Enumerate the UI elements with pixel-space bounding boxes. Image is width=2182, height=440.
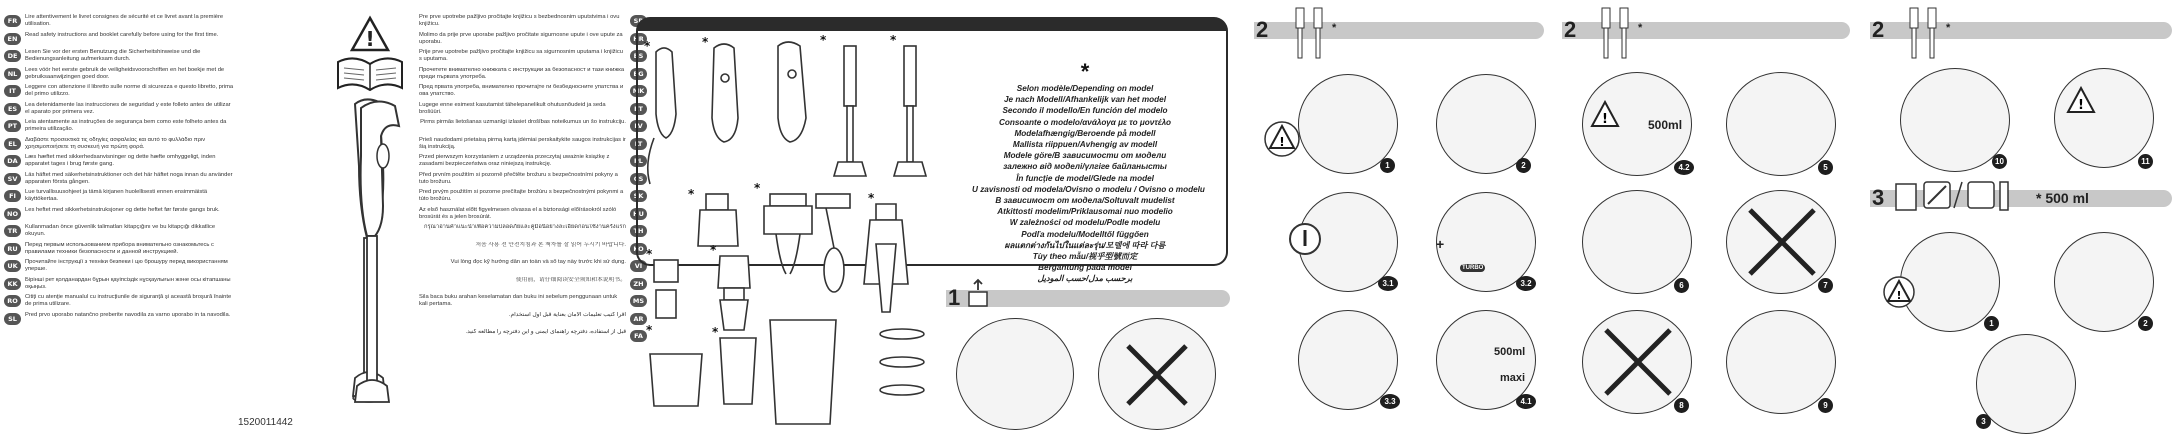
step-2-circle-5	[1726, 72, 1836, 176]
language-instruction-text: Pred prvým použitím si pozorne prečítajte brožúru s bezpečnostnými pokynmi a túto brožúru.	[419, 189, 624, 202]
svg-text:!: !	[1896, 289, 1902, 302]
variant-line: Modele göre/В зависимости от модели	[1003, 151, 1167, 161]
language-row	[4, 67, 240, 85]
step-1-unpack-circle	[956, 318, 1074, 430]
language-row	[415, 67, 647, 85]
language-row	[415, 14, 647, 32]
variant-line: Bergantung pada model	[1038, 263, 1132, 273]
language-code-badge: IT	[4, 85, 21, 97]
language-row	[4, 224, 240, 242]
language-row	[4, 14, 240, 32]
language-code-badge: PL	[630, 155, 647, 167]
language-instruction-text: Перед первым использованием прибора внимательно ознакомьтесь с правилами техники безопасности и данной инструкцией.	[25, 241, 214, 255]
language-instruction-text: Prije prve upotrebe pažljivo pročitajte knjižicu sa sigurnosnim uputama i knjižicu s uputama.	[419, 49, 623, 62]
language-code-badge: KO	[630, 243, 647, 255]
language-instruction-text: Пред првата употреба, внимателно прочитајте ги безбедносните упатства и ова упатство.	[419, 84, 624, 97]
language-code-badge: DA	[4, 155, 21, 167]
language-code-badge: RU	[4, 243, 21, 255]
language-row	[4, 102, 240, 120]
language-code-badge: BG	[630, 68, 647, 80]
variant-line: Podľa modelu/Modelltől függően	[1021, 229, 1149, 239]
language-instruction-text: กรุณาอ่านคำแนะนำเพื่อความปลอดภัยและคู่มือนี้อย่างละเอียดก่อนใช้งานครั้งแรก	[423, 224, 626, 230]
language-row	[4, 137, 240, 155]
language-instruction-text: Pirms pirmās lietošanas uzmanīgi izlasiet drošības noteikumus un šo instrukciju.	[420, 119, 626, 125]
warning-book-icon	[330, 14, 410, 94]
svg-text:!: !	[1279, 135, 1285, 149]
language-row	[415, 49, 647, 67]
language-row	[415, 189, 647, 207]
language-instruction-text: Lesen Sie vor der ersten Benutzung die Sicherheitshinweise und die Bedienungsanleitung aufmerksam durch.	[25, 49, 201, 62]
language-code-badge: SL	[4, 313, 21, 325]
language-code-badge: MK	[630, 85, 647, 97]
language-row	[4, 84, 240, 102]
blender-pair-icon-2	[1596, 6, 1636, 66]
language-row	[4, 189, 240, 207]
svg-text:*: *	[710, 243, 717, 257]
cross-out-icon-8	[1602, 326, 1674, 398]
language-code-badge: FR	[4, 15, 21, 27]
step-3-icons	[1894, 178, 2024, 214]
circle-num-11: 11	[2138, 154, 2153, 169]
language-instruction-text: Leia atentamente as instruções de segurança bem como este folheto antes da primeira utilização.	[25, 119, 227, 132]
language-code-badge: ZH	[630, 278, 647, 290]
language-row	[4, 32, 240, 50]
step-2-circle-6	[1582, 190, 1692, 294]
language-instruction-text: Pred prvo uporabo natančno preberite navodila za varno uporabo in ta navodila.	[25, 311, 231, 318]
step-3-volume: * 500 ml	[2036, 190, 2089, 206]
language-row	[4, 259, 240, 277]
language-instruction-text: Lugege enne esimest kasutamist tähelepanelikult ohutusnõudeid ja seda brošüüri.	[419, 101, 606, 115]
svg-text:*: *	[890, 34, 897, 47]
language-row	[415, 259, 647, 277]
language-instruction-text: Lea detenidamente las instrucciones de seguridad y este folleto antes de utilizar el aparato por primera vez.	[25, 101, 231, 115]
language-row	[415, 137, 647, 155]
language-code-badge: BS	[630, 50, 647, 62]
language-code-badge: HU	[630, 208, 647, 220]
step-2b-star: *	[1638, 22, 1643, 34]
language-instruction-text: Před prvním použitím si pozorně přečtěte brožuru s bezpečnostními pokyny a tuto brožuru.	[419, 171, 618, 185]
warning-icon-2	[1590, 100, 1620, 128]
variant-line: برحسب مدل/حسب الموديل	[1037, 274, 1133, 284]
language-instruction-text: Διαβάστε προσεκτικά τις οδηγίες ασφαλείας και αυτό το φυλλάδιο πριν χρησιμοποιήσετε τη συσκευή για πρώτη φορά.	[25, 136, 206, 150]
svg-text:*: *	[820, 34, 827, 47]
language-row	[415, 119, 647, 137]
step-2a-star: *	[1332, 22, 1337, 34]
variant-line: U zavisnosti od modela/Ovisno o modelu / Ovisno o modelu	[972, 184, 1205, 194]
language-instruction-text: Pre prve upotrebe pažljivo pročitajte knjižicu s bezbednosnim uputstvima i ovu knjižicu.	[419, 14, 620, 27]
language-code-badge: HR	[630, 33, 647, 45]
circle-num-8: 8	[1674, 398, 1689, 413]
language-code-badge: SV	[4, 173, 21, 185]
step-3-circle-2	[2054, 232, 2154, 332]
language-row	[415, 84, 647, 102]
language-instruction-text: اقرأ كتيب تعليمات الأمان بعناية قبل أول استخدام.	[508, 311, 626, 318]
language-instruction-text: Sila baca buku arahan keselamatan dan buku ini sebelum penggunaan untuk kali pertama.	[419, 294, 618, 307]
language-code-badge: NL	[4, 68, 21, 80]
language-code-badge: MS	[630, 295, 647, 307]
language-instruction-text: Read safety instructions and booklet carefully before using for the first time.	[25, 31, 219, 38]
svg-text:!: !	[2078, 98, 2084, 113]
language-row	[415, 172, 647, 190]
circle-num-5: 5	[1818, 160, 1833, 175]
step-2a-number: 2	[1256, 17, 1269, 42]
language-instruction-text: Lue turvallisuusohjeet ja tämä kirjanen huolellisesti ennen ensimmäistä käyttökertaa.	[25, 189, 208, 202]
language-code-badge: FA	[630, 330, 647, 342]
language-row	[415, 242, 647, 260]
language-instruction-text: Az első használat előtt figyelmesen olvassa el a biztonsági előírásokról szóló brosúrát és a jelen brosúrát.	[419, 206, 617, 220]
step-3-circle-3	[1976, 334, 2076, 434]
language-instruction-text: Прочитайте інструкції з техніки безпеки і цю брошуру перед використанням уперше.	[25, 259, 228, 272]
circle-num-2: 2	[1516, 158, 1531, 173]
language-instruction-text: قبل از استفاده، دفترچه راهنمای ایمنی و این دفترچه را مطالعه کنید.	[465, 329, 626, 335]
language-row	[4, 49, 240, 67]
cross-out-icon	[1122, 340, 1192, 410]
language-row	[4, 172, 240, 190]
language-instruction-text: 使用前，请仔细阅读安全须知和本说明书。	[515, 276, 626, 283]
warning-icon	[1262, 120, 1302, 158]
svg-text:!: !	[1602, 112, 1608, 127]
language-row	[4, 312, 240, 330]
circle-num-7: 7	[1818, 278, 1833, 293]
hand-blender-right	[343, 96, 413, 426]
language-row	[415, 312, 647, 330]
language-row	[415, 154, 647, 172]
warning-icon-4	[1882, 276, 1916, 308]
turbo-label: TURBO	[1462, 265, 1484, 271]
svg-text:*: *	[646, 247, 653, 261]
language-row	[415, 102, 647, 120]
variant-line: Atkittosti modelim/Priklausomai nuo modelio	[997, 207, 1173, 217]
circle-num-9: 9	[1818, 398, 1833, 413]
maxi-label: maxi	[1500, 372, 1526, 384]
language-code-badge: AR	[630, 313, 647, 325]
language-list-right	[415, 14, 647, 347]
language-instruction-text: Lire attentivement le livret consignes de sécurité et ce livret avant la première utilisation.	[25, 14, 224, 27]
variant-line: În funcţie de model/Glede na model	[1016, 173, 1154, 183]
language-list-left	[4, 14, 240, 329]
language-row	[415, 277, 647, 295]
circle-num-3-2: 3.2	[1516, 276, 1536, 291]
max-volume-label: 500ml	[1494, 346, 1526, 358]
variant-star: *	[1080, 59, 1090, 84]
language-code-badge: NO	[4, 208, 21, 220]
language-row	[4, 277, 240, 295]
language-instruction-text: Läs häftet med säkerhetsinstruktioner och det här häftet noga innan du använder apparaten första gången.	[25, 171, 233, 185]
power-button-icon	[1288, 222, 1322, 256]
language-code-badge: LV	[630, 120, 647, 132]
language-instruction-text: Leggere con attenzione il libretto sulle norme di sicurezza e questo libretto, prima del primo utilizzo.	[25, 84, 234, 97]
variant-line: Je nach Modell/Afhankelijk van het model	[1004, 95, 1166, 105]
blender-pair-icon-3	[1904, 6, 1944, 66]
accessories-drawings	[640, 34, 970, 426]
circle-num-4-2: 4.2	[1674, 160, 1694, 175]
circle-num-1: 1	[1380, 158, 1395, 173]
language-code-badge: PT	[4, 120, 21, 132]
circle-num-10: 10	[1992, 154, 2007, 169]
language-instruction-text: 처음 사용 전 안전지침과 본 책자를 잘 읽어 두시기 바랍니다.	[475, 241, 626, 248]
language-code-badge: EN	[4, 33, 21, 45]
language-row	[4, 294, 240, 312]
circle-num-6: 6	[1674, 278, 1689, 293]
variant-line: Selon modèle/Depending on model	[1016, 84, 1154, 93]
step-2c-star: *	[1946, 22, 1951, 34]
language-code-badge: LT	[630, 138, 647, 150]
language-instruction-text: Læs hæftet med sikkerhedsanvisninger og dette hæfte omhyggeligt, inden apparatet tages i brug første gang.	[25, 154, 216, 167]
svg-text:*: *	[712, 325, 719, 339]
step-2-circle-11	[2054, 68, 2154, 168]
language-code-badge: EL	[4, 138, 21, 150]
language-code-badge: VI	[630, 260, 647, 272]
blender-pair-icon	[1290, 6, 1330, 66]
variant-line: В зависимост от модела/Soltuvalt mudelist	[995, 196, 1175, 206]
step-2b-number: 2	[1564, 17, 1577, 42]
variant-line: Secondo il modello/En función del modelo	[1002, 106, 1168, 116]
step-3-circle-num-1: 1	[1984, 316, 1999, 331]
document-code: 1520011442	[238, 417, 293, 428]
language-row	[415, 329, 647, 347]
language-instruction-text: Бірінші рет қолданардан бұрын қауіпсіздік нұсқаулығын және осы кітапшаны оқыңыз.	[25, 276, 231, 290]
language-row	[415, 207, 647, 225]
language-code-badge: RO	[4, 295, 21, 307]
svg-text:*: *	[868, 191, 875, 205]
language-code-badge: SR	[630, 15, 647, 27]
language-instruction-text: Prieš naudodami prietaisą pirmą kartą įdėmiai perskaitykite saugos instrukcijas ir šią instrukciją.	[419, 136, 626, 150]
language-row	[4, 119, 240, 137]
language-row	[415, 32, 647, 50]
variant-line: Consoante o modelo/ανάλογα με το μοντέλο	[998, 117, 1172, 127]
language-instruction-text: Vui lòng đọc kỹ hướng dẫn an toàn và sổ tay này trước khi sử dụng.	[450, 259, 626, 265]
plus-label-1: +	[1436, 236, 1445, 252]
language-instruction-text: Przed pierwszym korzystaniem z urządzenia przeczytaj uważnie książkę z zasadami bezpieczeństwa oraz niniejszą instrukcję.	[419, 154, 610, 167]
language-code-badge: CS	[630, 173, 647, 185]
step-1-number: 1	[948, 285, 961, 310]
language-row	[4, 207, 240, 225]
language-code-badge: TR	[4, 225, 21, 237]
language-code-badge: FI	[4, 190, 21, 202]
svg-text:*: *	[688, 187, 695, 201]
circle-num-4-1: 4.1	[1516, 394, 1536, 409]
language-code-badge: ES	[4, 103, 21, 115]
step-3-circle-num-3: 3	[1976, 414, 1991, 429]
step-2c-number: 2	[1872, 17, 1885, 42]
language-row	[4, 154, 240, 172]
language-instruction-text: Les heftet med sikkerhetsinstruksjoner og dette heftet før første gangs bruk.	[25, 206, 220, 213]
variant-line: Mallista riippuen/Avhengig av modell	[1012, 140, 1158, 150]
circle-num-3-1: 3.1	[1378, 276, 1398, 291]
language-code-badge: SK	[630, 190, 647, 202]
svg-text:*: *	[644, 39, 651, 53]
volume-label-4-2: 500ml	[1648, 118, 1683, 132]
model-variant-list	[972, 59, 1205, 285]
variant-line: Modelafhængig/Beroende på modell	[1014, 128, 1156, 138]
language-code-badge: ET	[630, 103, 647, 115]
cross-out-icon-7	[1746, 206, 1818, 278]
warning-icon-3	[2066, 86, 2096, 114]
svg-text:*: *	[754, 181, 761, 195]
variant-line: ผลแตกต่างกันไปในแต่ละรุ่น/모델에 따라 다름	[1004, 240, 1166, 250]
step-2-circle-9	[1726, 310, 1836, 414]
variant-line: залежно від моделі/үлгіге байланысты	[1003, 162, 1167, 172]
language-instruction-text: Прочетете внимателно книжката с инструкции за безопасност и тази книжка преди първата употреба.	[419, 66, 625, 80]
variant-line: Tùy theo mẫu/视乎型號而定	[1032, 252, 1138, 262]
language-code-badge: DE	[4, 50, 21, 62]
svg-text:!: !	[365, 27, 375, 51]
language-code-badge: KK	[4, 278, 21, 290]
unbox-icon	[966, 278, 990, 308]
language-instruction-text: Lees vóór het eerste gebruik de veiligheidsvoorschriften en het boekje met de gebruiksaanwijzingen goed door.	[25, 66, 225, 80]
circle-num-3-3: 3.3	[1380, 394, 1400, 409]
svg-text:*: *	[646, 323, 653, 337]
language-instruction-text: Citiţi cu atenţie manualul cu instrucţiunile de siguranţă şi această broşură înainte de prima utilizare.	[25, 294, 232, 307]
language-row	[415, 224, 647, 242]
language-row	[415, 294, 647, 312]
variant-line: W zależności od modelu/Podle modelu	[1009, 218, 1161, 228]
language-instruction-text: Molimo da prije prve uporabe pažljivo pročitate sigurnosne upute i ove upute za uporabu.	[419, 31, 623, 45]
language-code-badge: UK	[4, 260, 21, 272]
step-3-number: 3	[1872, 185, 1885, 210]
svg-text:*: *	[702, 35, 709, 49]
language-code-badge: TH	[630, 225, 647, 237]
language-row	[4, 242, 240, 260]
step-3-circle-num-2: 2	[2138, 316, 2153, 331]
language-instruction-text: Kullanmadan önce güvenlik talimatları kitapçığını ve bu kitapçığı dikkatlice okuyun.	[25, 224, 216, 237]
